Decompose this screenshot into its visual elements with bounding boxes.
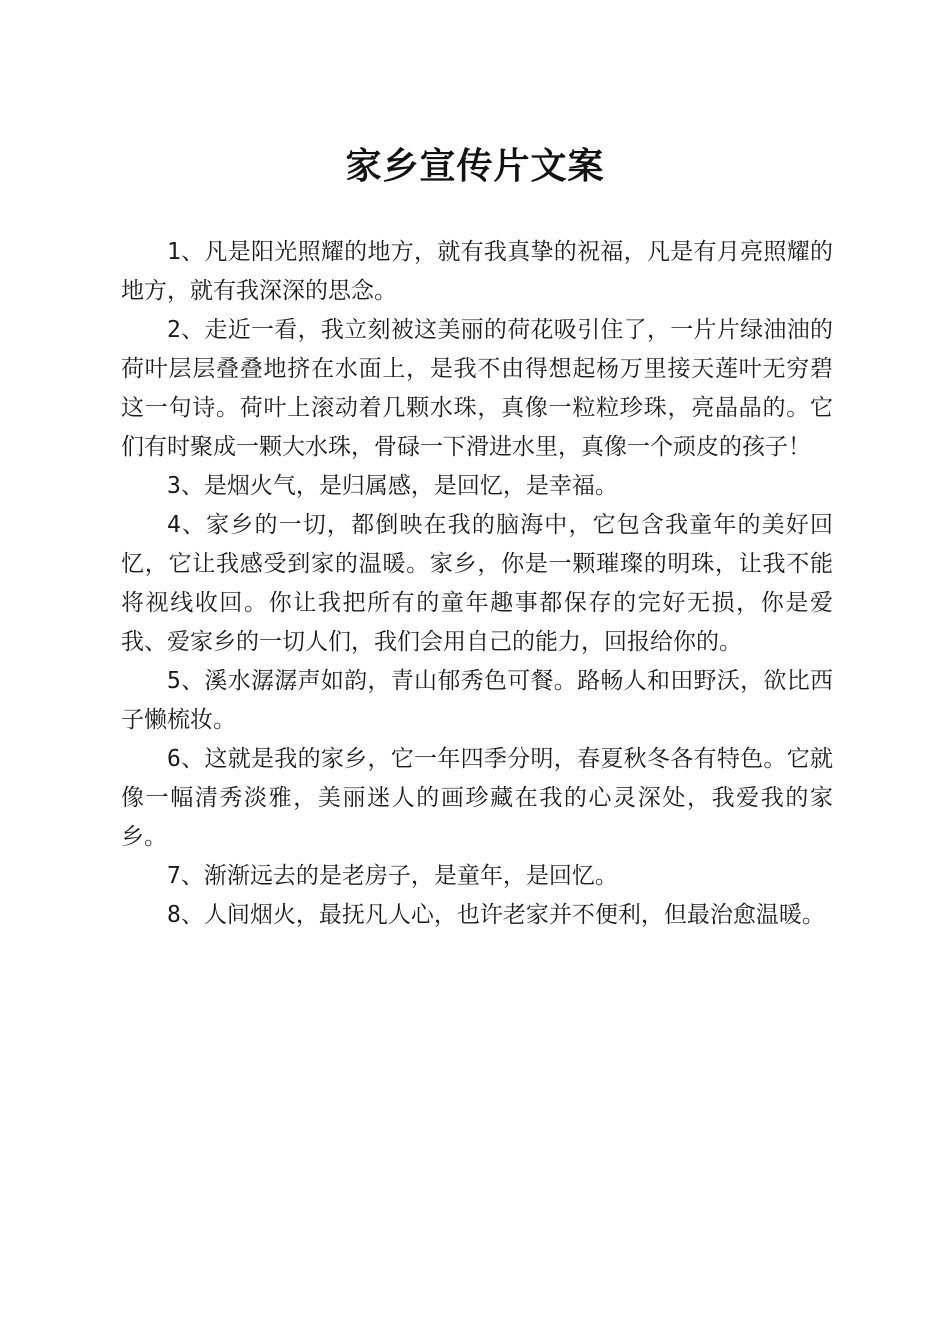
paragraph-6: 6、这就是我的家乡，它一年四季分明，春夏秋冬各有特色。它就像一幅清秀淡雅，美丽迷人的画珍藏在我的心灵深处，我爱我的家乡。 xyxy=(121,746,833,850)
paragraph-8: 8、人间烟火，最抚凡人心，也许老家并不便利，但最治愈温暖。 xyxy=(167,902,825,928)
paragraph-2: 2、走近一看，我立刻被这美丽的荷花吸引住了，一片片绿油油的荷叶层层叠叠地挤在水面上，是我不由得想起杨万里接天莲叶无穷碧这一句诗。荷叶上滚动着几颗水珠，真像一粒粒珍珠，亮晶晶的。它们有时聚成一颗大水珠，骨碌一下滑进水里，真像一个顽皮的孩子！ xyxy=(121,317,833,460)
document-title: 家乡宣传片文案 xyxy=(345,145,605,187)
paragraph-7: 7、渐渐远去的是老房子，是童年，是回忆。 xyxy=(167,863,618,889)
paragraph-5: 5、溪水潺潺声如韵，青山郁秀色可餐。路畅人和田野沃，欲比西子懒梳妆。 xyxy=(121,668,833,733)
paragraph-4: 4、家乡的一切，都倒映在我的脑海中，它包含我童年的美好回忆，它让我感受到家的温暖。家乡，你是一颗璀璨的明珠，让我不能将视线收回。你让我把所有的童年趣事都保存的完好无损，你是爱我、爱家乡的一切人们，我们会用自己的能力，回报给你的。 xyxy=(121,512,833,655)
paragraph-1: 1、凡是阳光照耀的地方，就有我真挚的祝福，凡是有月亮照耀的地方，就有我深深的思念。 xyxy=(121,239,833,304)
document-body xyxy=(121,233,833,935)
paragraph-3: 3、是烟火气，是归属感，是回忆，是幸福。 xyxy=(167,473,618,499)
